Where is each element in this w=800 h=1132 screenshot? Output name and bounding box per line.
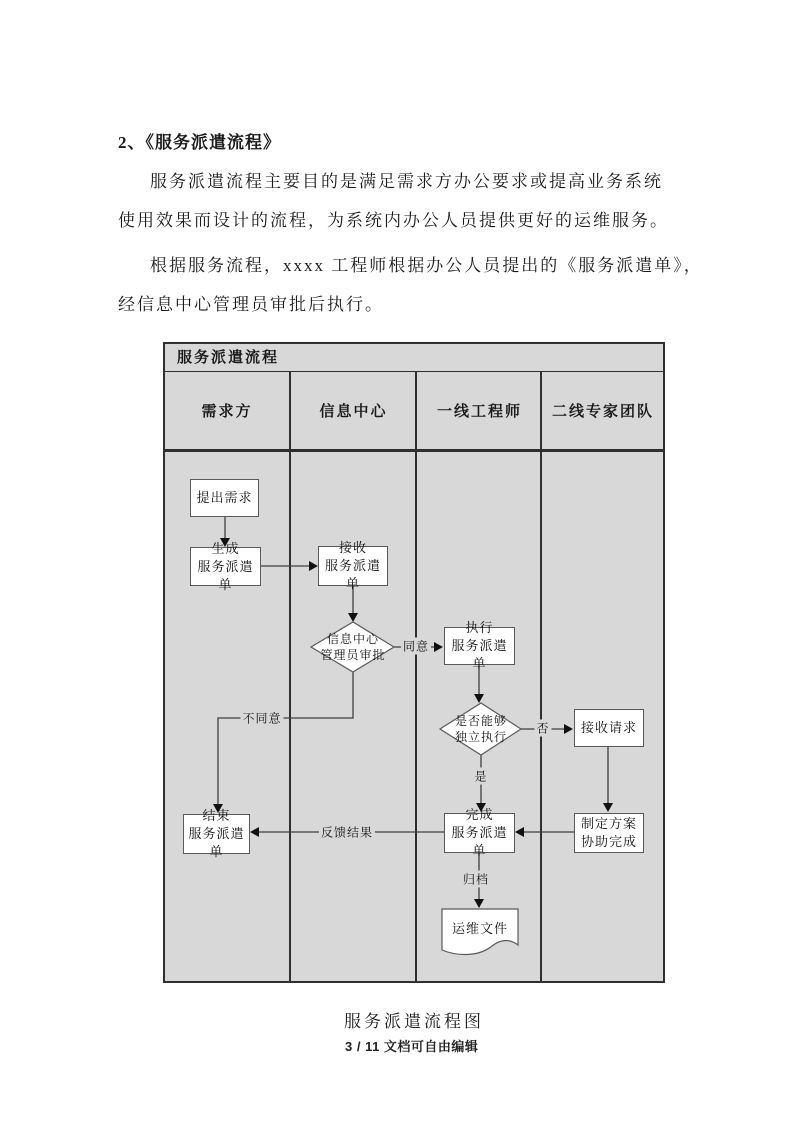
- edge-label-disagree: 不同意: [242, 711, 282, 726]
- arrowhead: [474, 694, 484, 703]
- paragraph-line: 根据服务流程，xxxx 工程师根据办公人员提出的《服务派遣单》，: [150, 256, 703, 275]
- arrowhead: [434, 642, 443, 652]
- node-receive-request: 接收请求: [574, 709, 644, 747]
- lane-header-demander: 需求方: [201, 404, 253, 420]
- node-make-plan: 制定方案 协助完成: [574, 813, 644, 853]
- node-end-order: 结束 服务派遣单: [183, 814, 250, 854]
- arrowhead: [474, 899, 484, 908]
- paragraph-line: 服务派遣流程主要目的是满足需求方办公要求或提高业务系统: [150, 172, 663, 191]
- page-footer: 3 / 11 文档可自由编辑: [345, 1039, 479, 1054]
- flowchart-title: 服务派遣流程: [165, 344, 663, 372]
- arrowhead: [309, 561, 318, 571]
- arrowhead: [603, 803, 613, 812]
- lane-header-first-line-engineer: 一线工程师: [436, 404, 522, 420]
- flowchart: [163, 342, 665, 983]
- lane-header-expert-team: 二线专家团队: [551, 404, 654, 420]
- arrowhead: [250, 827, 259, 837]
- node-generate-order: 生成 服务派遣单: [190, 547, 261, 586]
- flow-connectors: [165, 344, 663, 981]
- edge-label-archive: 归档: [462, 872, 490, 887]
- paragraph-line: 使用效果而设计的流程，为系统内办公人员提供更好的运维服务。: [118, 211, 669, 230]
- label-admin-approval: 信息中心 管理员审批: [320, 632, 386, 662]
- arrowhead: [348, 613, 358, 622]
- edge-label-agree: 同意: [402, 639, 430, 654]
- arrowhead: [564, 724, 573, 734]
- edge-label-yes: 是: [474, 769, 488, 784]
- node-execute-order: 执行 服务派遣单: [444, 627, 515, 665]
- node-complete-order: 完成 服务派遣单: [444, 813, 515, 853]
- node-receive-order: 接收 服务派遣单: [318, 546, 388, 586]
- edge-label-feedback: 反馈结果: [320, 825, 374, 840]
- edge-approval-disagree: [218, 672, 353, 806]
- edge-label-no: 否: [536, 721, 550, 736]
- arrowhead: [515, 827, 524, 837]
- node-raise-demand: 提出需求: [190, 479, 259, 517]
- figure-caption: 服务派遣流程图: [344, 1012, 484, 1031]
- label-om-document: 运维文件: [451, 921, 509, 936]
- label-can-do-alone: 是否能够 独立执行: [454, 714, 508, 744]
- section-heading: 2、《服务派遣流程》: [118, 133, 281, 152]
- paragraph-line: 经信息中心管理员审批后执行。: [118, 295, 384, 314]
- lane-header-info-center: 信息中心: [319, 404, 388, 420]
